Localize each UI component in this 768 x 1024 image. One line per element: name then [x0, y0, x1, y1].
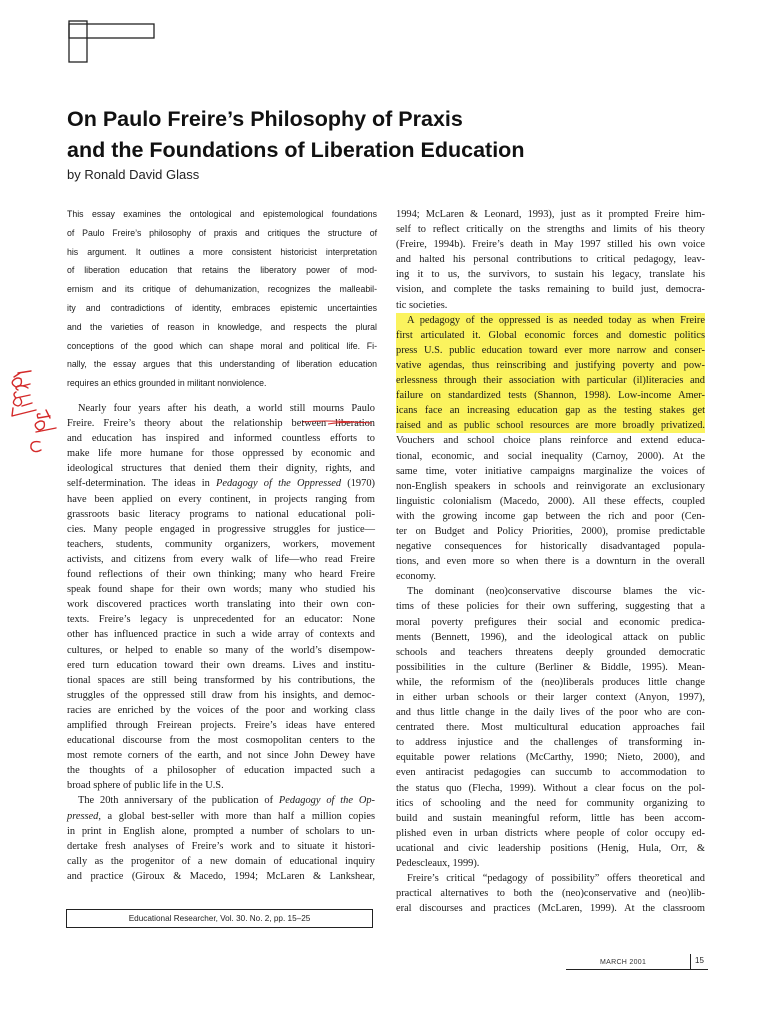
- footer-rule: [566, 969, 708, 970]
- text-line: texts. Freire’s legacy is unprecedented for an educator: None: [67, 614, 375, 626]
- text-line: racies are enriched by the voices of the poor and working class: [67, 704, 375, 716]
- text-line: cultures, or helped to enable so many of the world’s disempow-: [67, 644, 375, 656]
- text-line: ments (Bennett, 1996), and the ideological attack on public: [396, 631, 705, 643]
- text-line: plished even in urban districts where people of color occupy ed-: [396, 827, 705, 839]
- text-line: icans face an increasing education gap as the testing stakes get: [396, 403, 705, 418]
- text-line: The 20th anniversary of the publication of Pedagogy of the Op-: [78, 795, 376, 807]
- text-line: tims of these policies for their own suffering, suggesting that a: [396, 601, 705, 613]
- text-line: dertake fresh analyses of Freire’s work and to situate it histori-: [67, 840, 375, 852]
- text-line: and thus little change in the daily lives of the poor who are con-: [396, 707, 705, 719]
- text-line: tional spaces are still being transformed by his contributions, the: [67, 674, 375, 686]
- text-line: linguistic colonialism (Macedo, 2000). All these effects, coupled: [396, 495, 705, 507]
- text-line: tions, and even more so when there is a downturn in the overall: [396, 556, 705, 568]
- text-line: negative consequences for historically disadvantaged popula-: [396, 541, 705, 553]
- text-line: ideological structures that denied them their dignity, rights, and: [67, 463, 375, 475]
- abstract-line: ernism and its critique of dehumanization, recognizes the malleabil-: [67, 284, 377, 295]
- text-line: work discovered practices worth translating into their own con-: [67, 599, 375, 611]
- abstract-line: ity and contradictions of identity, embraces epistemic uncertainties: [67, 302, 377, 313]
- handwritten-margin-note: [0, 370, 66, 480]
- text-line: make life more humane for those oppressed by economic and: [67, 448, 375, 460]
- text-line: vative agendas, thus reinscribing and justifying poverty and pow-: [396, 358, 705, 373]
- text-line: the status quo (Flecha, 1999). Without a clear focus on the pol-: [396, 782, 705, 794]
- text-line: grassroots basic literacy programs to national educational poli-: [67, 508, 375, 520]
- text-line: while, the reformism of the (neo)liberals produces little change: [396, 676, 705, 688]
- text-line: teachers, students, community organizers, workers, movement: [67, 538, 375, 550]
- text-line: Freire. Freire’s theory about the relationship between liberation: [67, 418, 375, 430]
- ink-underline-mark: [300, 413, 380, 427]
- text-line: amplified through Freirean projects. Freire’s ideas have entered: [67, 719, 375, 731]
- text-line: build and sustain meaningful reform, little has been accom-: [396, 812, 705, 824]
- text-line: activists, and citizens from every walk of life—who read Freire: [67, 553, 375, 565]
- text-line: economy.: [396, 571, 437, 583]
- body-column-left: [67, 401, 375, 884]
- text-line: struggles of the oppressed still draw from his insights, and democ-: [67, 689, 375, 701]
- text-line: press U.S. public education toward ever more narrow and conser-: [396, 343, 705, 358]
- text-line: to address injustice and the challenges of transforming in-: [396, 737, 705, 749]
- corner-frame-mark: [66, 18, 156, 65]
- text-line: ing it to us, the survivors, to sustain his legacy, translate his: [396, 269, 705, 281]
- text-line: and practice (Giroux & Macedo, 1994; McLaren & Lankshear,: [67, 870, 375, 882]
- text-line: moral poverty prefigures their social and economic predica-: [396, 616, 705, 628]
- text-line: ucational and civic leadership positions (Henig, Hula, Orr, &: [396, 842, 705, 854]
- text-line: eral discourses and practices (McLaren, 1999). At the classroom: [396, 903, 705, 915]
- text-line: raised and as public school resources are more broadly privatized.: [396, 418, 705, 433]
- text-line: cies. Many people engaged in progressive struggles for justice—: [67, 523, 375, 535]
- text-line: broad sphere of public life in the U.S.: [67, 780, 224, 792]
- abstract-line: of Paulo Freire’s philosophy of praxis and critiques the structure of: [67, 227, 377, 238]
- text-line: the thoughts of a philosopher of education impacted such a: [67, 765, 375, 777]
- text-line: equitable power relations (McCarthy, 1990; Nieto, 2000), and: [396, 752, 705, 764]
- text-line: even antiracist pedagogies can succumb to accommodation to: [396, 767, 705, 779]
- text-line: (Freire, 1994b). Freire’s death in May 1997 stilled his own voice: [396, 239, 705, 251]
- abstract-line: and the varieties of reason in knowledge, and respects the plural: [67, 321, 377, 332]
- text-line: possibilities in the culture (Berliner & Biddle, 1995). Mean-: [396, 661, 705, 673]
- abstract-line: conceptions of the good which can shape moral and political life. Fi-: [67, 340, 377, 351]
- text-line: centrated there. Most multicultural education approaches fail: [396, 722, 705, 734]
- footer-separator: [690, 954, 691, 970]
- text-line: Nearly four years after his death, a world still mourns Paulo: [78, 403, 375, 414]
- text-line: Pedescleaux, 1999).: [396, 858, 480, 870]
- text-line: pressed, a global best-seller with more than half a million copies: [67, 810, 375, 822]
- footer-date: MARCH 2001: [600, 959, 647, 966]
- abstract-line: requires an ethics grounded in militant nonviolence.: [67, 378, 267, 389]
- text-line: and halted his personal contributions to critical pedagogy, leav-: [396, 254, 705, 266]
- article-title: [67, 104, 707, 166]
- text-line: tional, economic, and social inequality (Carnoy, 2000). At the: [396, 450, 705, 462]
- text-line: Vouchers and school choice plans reinforce and extend educa-: [396, 435, 705, 447]
- text-line: itics of schooling and the need for community organizing to: [396, 797, 705, 809]
- text-line: educational discourse from the most cosmopolitan centers to the: [67, 735, 375, 747]
- text-line: The dominant (neo)conservative discourse blames the vic-: [407, 586, 705, 598]
- text-line: and education has inspired and informed countless efforts to: [67, 433, 375, 445]
- text-line: have been applied on every continent, in projects ranging from: [67, 493, 375, 505]
- citation-text: Educational Researcher, Vol. 30. No. 2, pp. 15–25: [128, 914, 311, 923]
- text-line: in either urban schools or their larger context (Anyon, 1997),: [396, 692, 705, 703]
- page-number: 15: [695, 956, 704, 965]
- text-line: in print in English alone, prompted a number of scholars to un-: [67, 825, 375, 837]
- author-byline: by Ronald David Glass: [67, 167, 200, 182]
- text-line: self-determination. The ideas in Pedagogy of the Oppressed (1970): [67, 478, 375, 490]
- text-line: ter on Budget and Policy Priorities, 2000), promise predictable: [396, 525, 705, 537]
- abstract: [67, 205, 377, 393]
- text-line: with the growing income gap between the rich and poor (Cen-: [396, 510, 705, 522]
- text-line: tic societies.: [396, 299, 448, 311]
- text-line: A pedagogy of the oppressed is as needed today as when Freire: [396, 313, 705, 328]
- title-line-1: On Paulo Freire’s Philosophy of Praxis: [67, 107, 463, 131]
- text-line: schools and teachers threatens deeply grounded democratic: [396, 646, 705, 658]
- text-line: same time, voter initiative campaigns marginalize the voices of: [396, 465, 705, 477]
- text-line: erlessness through their association with particular (il)literacies and: [396, 373, 705, 388]
- text-line: other has influenced practice in such a wide array of contexts and: [67, 629, 375, 641]
- body-column-right: [396, 207, 705, 916]
- text-line: Freire’s critical “pedagogy of possibility” offers theoretical and: [407, 873, 705, 885]
- text-line: self to reflect critically on the strengths and limits of his theory: [396, 224, 705, 236]
- text-line: cally as the progenitor of a new domain of educational inquiry: [67, 855, 375, 867]
- text-line: vision, and complete the tasks remaining to build just, democra-: [396, 284, 705, 296]
- text-line: non-English speakers in schools and reinvigorate an exclusionary: [396, 480, 705, 492]
- text-line: speak found shape for their own words; many who studied his: [67, 584, 375, 596]
- text-line: ered turn education toward their own dreams. Lives and institu-: [67, 659, 375, 671]
- abstract-line: his argument. It outlines a more consistent historicist interpretation: [67, 246, 377, 257]
- text-line: first articulated it. Global economic forces and domestic politics: [396, 328, 705, 343]
- abstract-line: This essay examines the ontological and epistemological foundations: [67, 209, 377, 219]
- citation-box: [66, 909, 373, 928]
- text-line: 1994; McLaren & Leonard, 1993), just as it prompted Freire him-: [396, 209, 705, 220]
- text-line: found reflections of their own thinking; many who heard Freire: [67, 569, 375, 581]
- text-line: failure on standardized tests (Shannon, 1998). Low-income Amer-: [396, 388, 705, 403]
- title-line-2: and the Foundations of Liberation Education: [67, 138, 525, 162]
- abstract-line: of liberation education that retains the liberatory power of mod-: [67, 265, 377, 276]
- text-line: practical alternatives to both the (neo)conservative and (neo)lib-: [396, 888, 705, 900]
- text-line: most remote corners of the earth, and not since John Dewey have: [67, 750, 375, 762]
- abstract-line: nally, the essay argues that this understanding of liberation education: [67, 359, 377, 370]
